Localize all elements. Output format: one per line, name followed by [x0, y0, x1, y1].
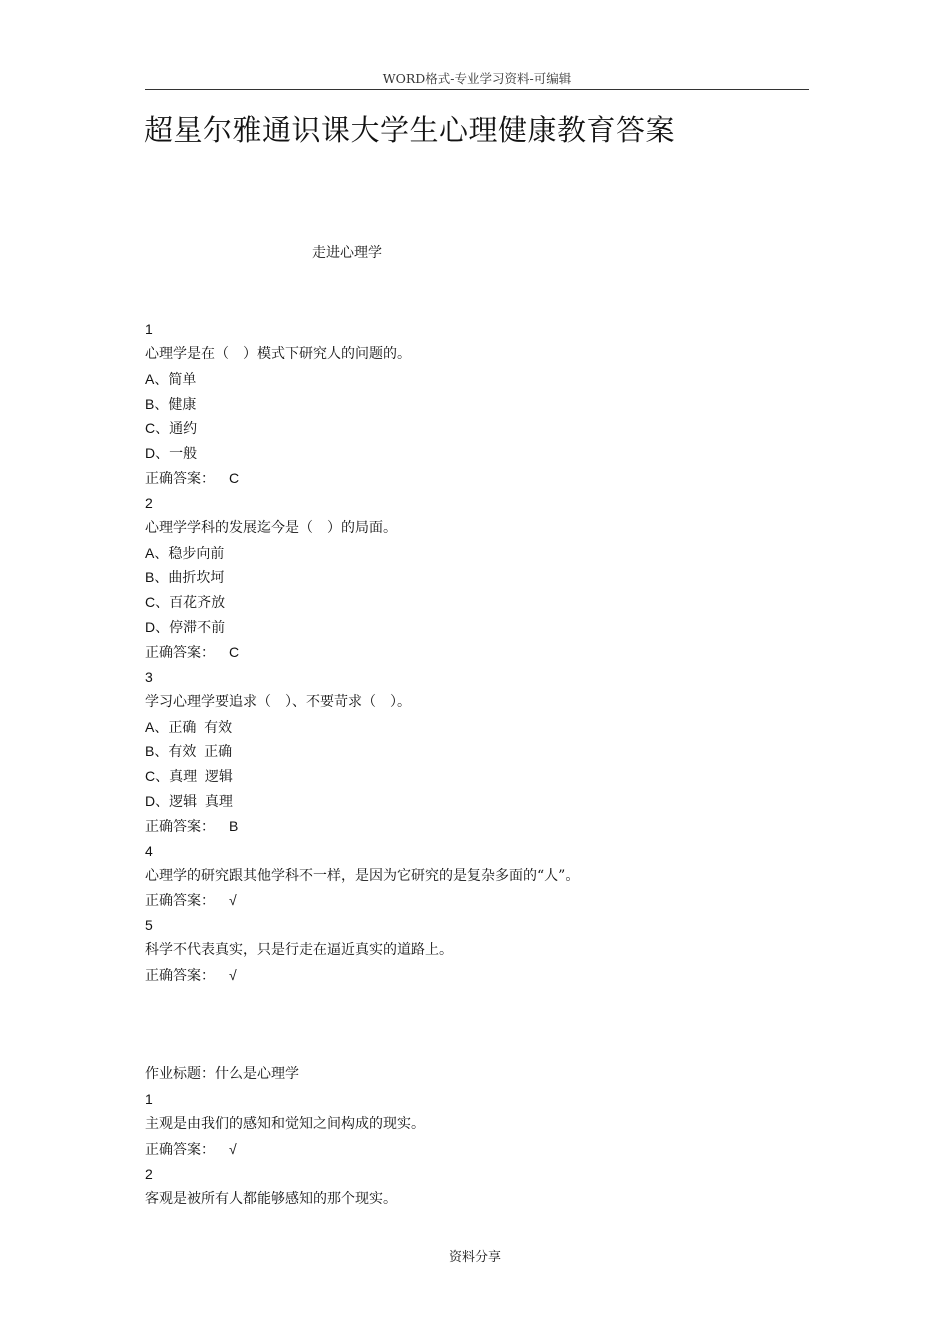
question-text: 心理学是在（ ）模式下研究人的问题的。 [145, 345, 411, 362]
question-text: 客观是被所有人都能够感知的那个现实。 [145, 1190, 397, 1207]
question-text: 心理学学科的发展迄今是（ ）的局面。 [145, 519, 397, 536]
question-number: 2 [145, 494, 153, 511]
answer-option: B、健康 [145, 395, 197, 412]
correct-answer-label: 正确答案： [145, 818, 215, 835]
correct-answer-row [145, 814, 805, 839]
correct-answer-value: √ [229, 966, 237, 983]
correct-answer-row [145, 640, 805, 665]
page-footer: 资料分享 [448, 1250, 501, 1265]
answer-option: A、稳步向前 [145, 544, 225, 561]
correct-answer-row [145, 466, 805, 491]
correct-answer-row [145, 1137, 805, 1162]
answer-option: D、停滞不前 [145, 619, 226, 636]
question-number: 5 [145, 917, 153, 934]
answer-option: C、百花齐放 [145, 594, 226, 611]
answer-option: C、真理 逻辑 [145, 768, 233, 785]
correct-answer-row [145, 963, 805, 988]
question-number: 1 [145, 321, 153, 337]
question-number: 3 [145, 668, 153, 685]
correct-answer-value: √ [229, 1140, 237, 1157]
correct-answer-value: C [229, 470, 240, 487]
document-title: 超星尔雅通识课大学生心理健康教育答案 [144, 113, 676, 147]
correct-answer-value: B [229, 817, 239, 834]
answer-option: A、简单 [145, 370, 197, 387]
answer-option: D、逻辑 真理 [145, 793, 233, 810]
correct-answer-label: 正确答案： [145, 644, 215, 661]
correct-answer-label: 正确答案： [145, 1141, 215, 1158]
correct-answer-row [145, 888, 805, 913]
correct-answer-value: C [229, 643, 240, 660]
answer-option: B、有效 正确 [145, 743, 233, 760]
correct-answer-label: 正确答案： [145, 471, 215, 488]
correct-answer-label: 正确答案： [145, 893, 215, 910]
answer-option: B、曲折坎坷 [145, 569, 225, 586]
page-header-text: WORD格式-专业学习资料-可编辑 [382, 71, 572, 86]
answer-option: C、通约 [145, 420, 198, 437]
document-body [145, 317, 805, 1211]
question-text: 科学不代表真实，只是行走在逼近真实的道路上。 [145, 942, 453, 959]
question-number: 1 [145, 1091, 153, 1108]
answer-option: D、一般 [145, 445, 198, 462]
answer-option: A、正确 有效 [145, 718, 233, 735]
question-text: 主观是由我们的感知和觉知之间构成的现实。 [145, 1115, 425, 1132]
question-number: 2 [145, 1165, 153, 1182]
section-title-homework: 作业标题：什么是心理学 [145, 1066, 299, 1083]
question-number: 4 [145, 842, 153, 859]
correct-answer-label: 正确答案： [145, 967, 215, 984]
question-text: 心理学的研究跟其他学科不一样，是因为它研究的是复杂多面的“人”。 [145, 867, 580, 884]
section-spacer [145, 988, 805, 1063]
section-title-intro: 走进心理学 [312, 245, 382, 261]
page-header [145, 70, 809, 90]
correct-answer-value: √ [229, 892, 237, 909]
question-text: 学习心理学要追求（ ）、不要苛求（ ）。 [145, 693, 411, 710]
